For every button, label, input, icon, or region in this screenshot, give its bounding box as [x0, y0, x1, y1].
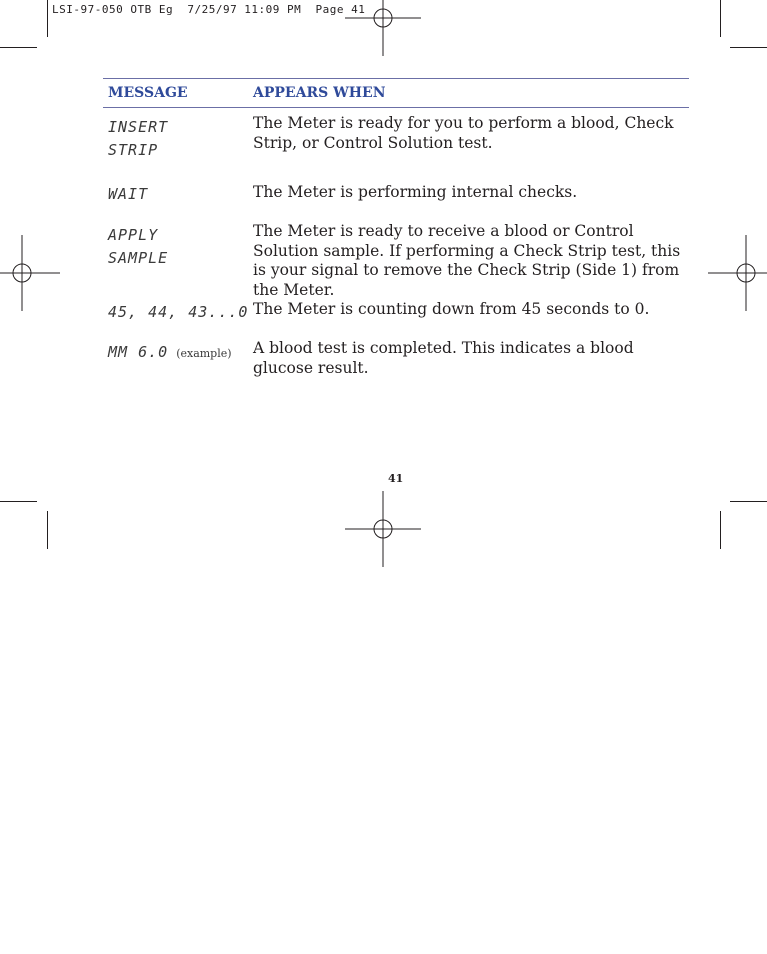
registration-mark-bottom-icon: [345, 491, 421, 567]
message-line: 45, 44, 43...0: [108, 303, 249, 321]
table-top-rule: [103, 78, 689, 79]
example-note: (example): [176, 347, 232, 360]
crop-mark-top-left-v: [47, 0, 48, 37]
crop-mark-bottom-left-h: [0, 501, 37, 502]
message-line: SAMPLE: [108, 249, 169, 267]
row-description: A blood test is completed. This indicates a blood glucose result.: [253, 339, 634, 377]
row-description: The Meter is ready for you to perform a blood, Check Strip, or Control Solution test.: [253, 114, 674, 152]
meter-message-apply-sample: [108, 224, 168, 270]
message-line: STRIP: [108, 141, 159, 159]
crop-mark-bottom-right-h: [730, 501, 767, 502]
registration-mark-right-icon: [708, 235, 767, 311]
table-header-rule: [103, 107, 689, 108]
page-number: 41: [388, 472, 404, 485]
meter-message-result: [108, 341, 232, 365]
crop-mark-bottom-right-v: [720, 511, 721, 549]
meter-message-wait: [108, 183, 148, 206]
crop-mark-top-right-v: [720, 0, 721, 37]
meter-message-countdown: [108, 301, 248, 324]
registration-mark-left-icon: [0, 235, 60, 311]
message-line: WAIT: [108, 185, 149, 203]
crop-mark-top-left-h: [0, 47, 37, 48]
row-description: The Meter is ready to receive a blood or Control Solution sample. If performing a Check Strip test, this is your signal to remove the Check Strip (Side 1) from the Meter.: [253, 222, 681, 299]
column-header-message: MESSAGE: [108, 85, 188, 101]
message-line: INSERT: [108, 118, 169, 136]
meter-message-insert-strip: [108, 116, 168, 162]
crop-mark-top-right-h: [730, 47, 767, 48]
column-header-appears-when: APPEARS WHEN: [253, 85, 386, 101]
message-line: MM 6.0: [108, 343, 169, 361]
message-line: APPLY: [108, 226, 159, 244]
row-description: The Meter is performing internal checks.: [253, 183, 578, 201]
row-description: The Meter is counting down from 45 seconds to 0.: [253, 300, 650, 318]
print-slug: LSI-97-050 OTB Eg 7/25/97 11:09 PM Page 41: [52, 3, 366, 16]
registration-mark-top-icon: [345, 0, 421, 56]
message-line-with-note: [108, 341, 232, 365]
crop-mark-bottom-left-v: [47, 511, 48, 549]
